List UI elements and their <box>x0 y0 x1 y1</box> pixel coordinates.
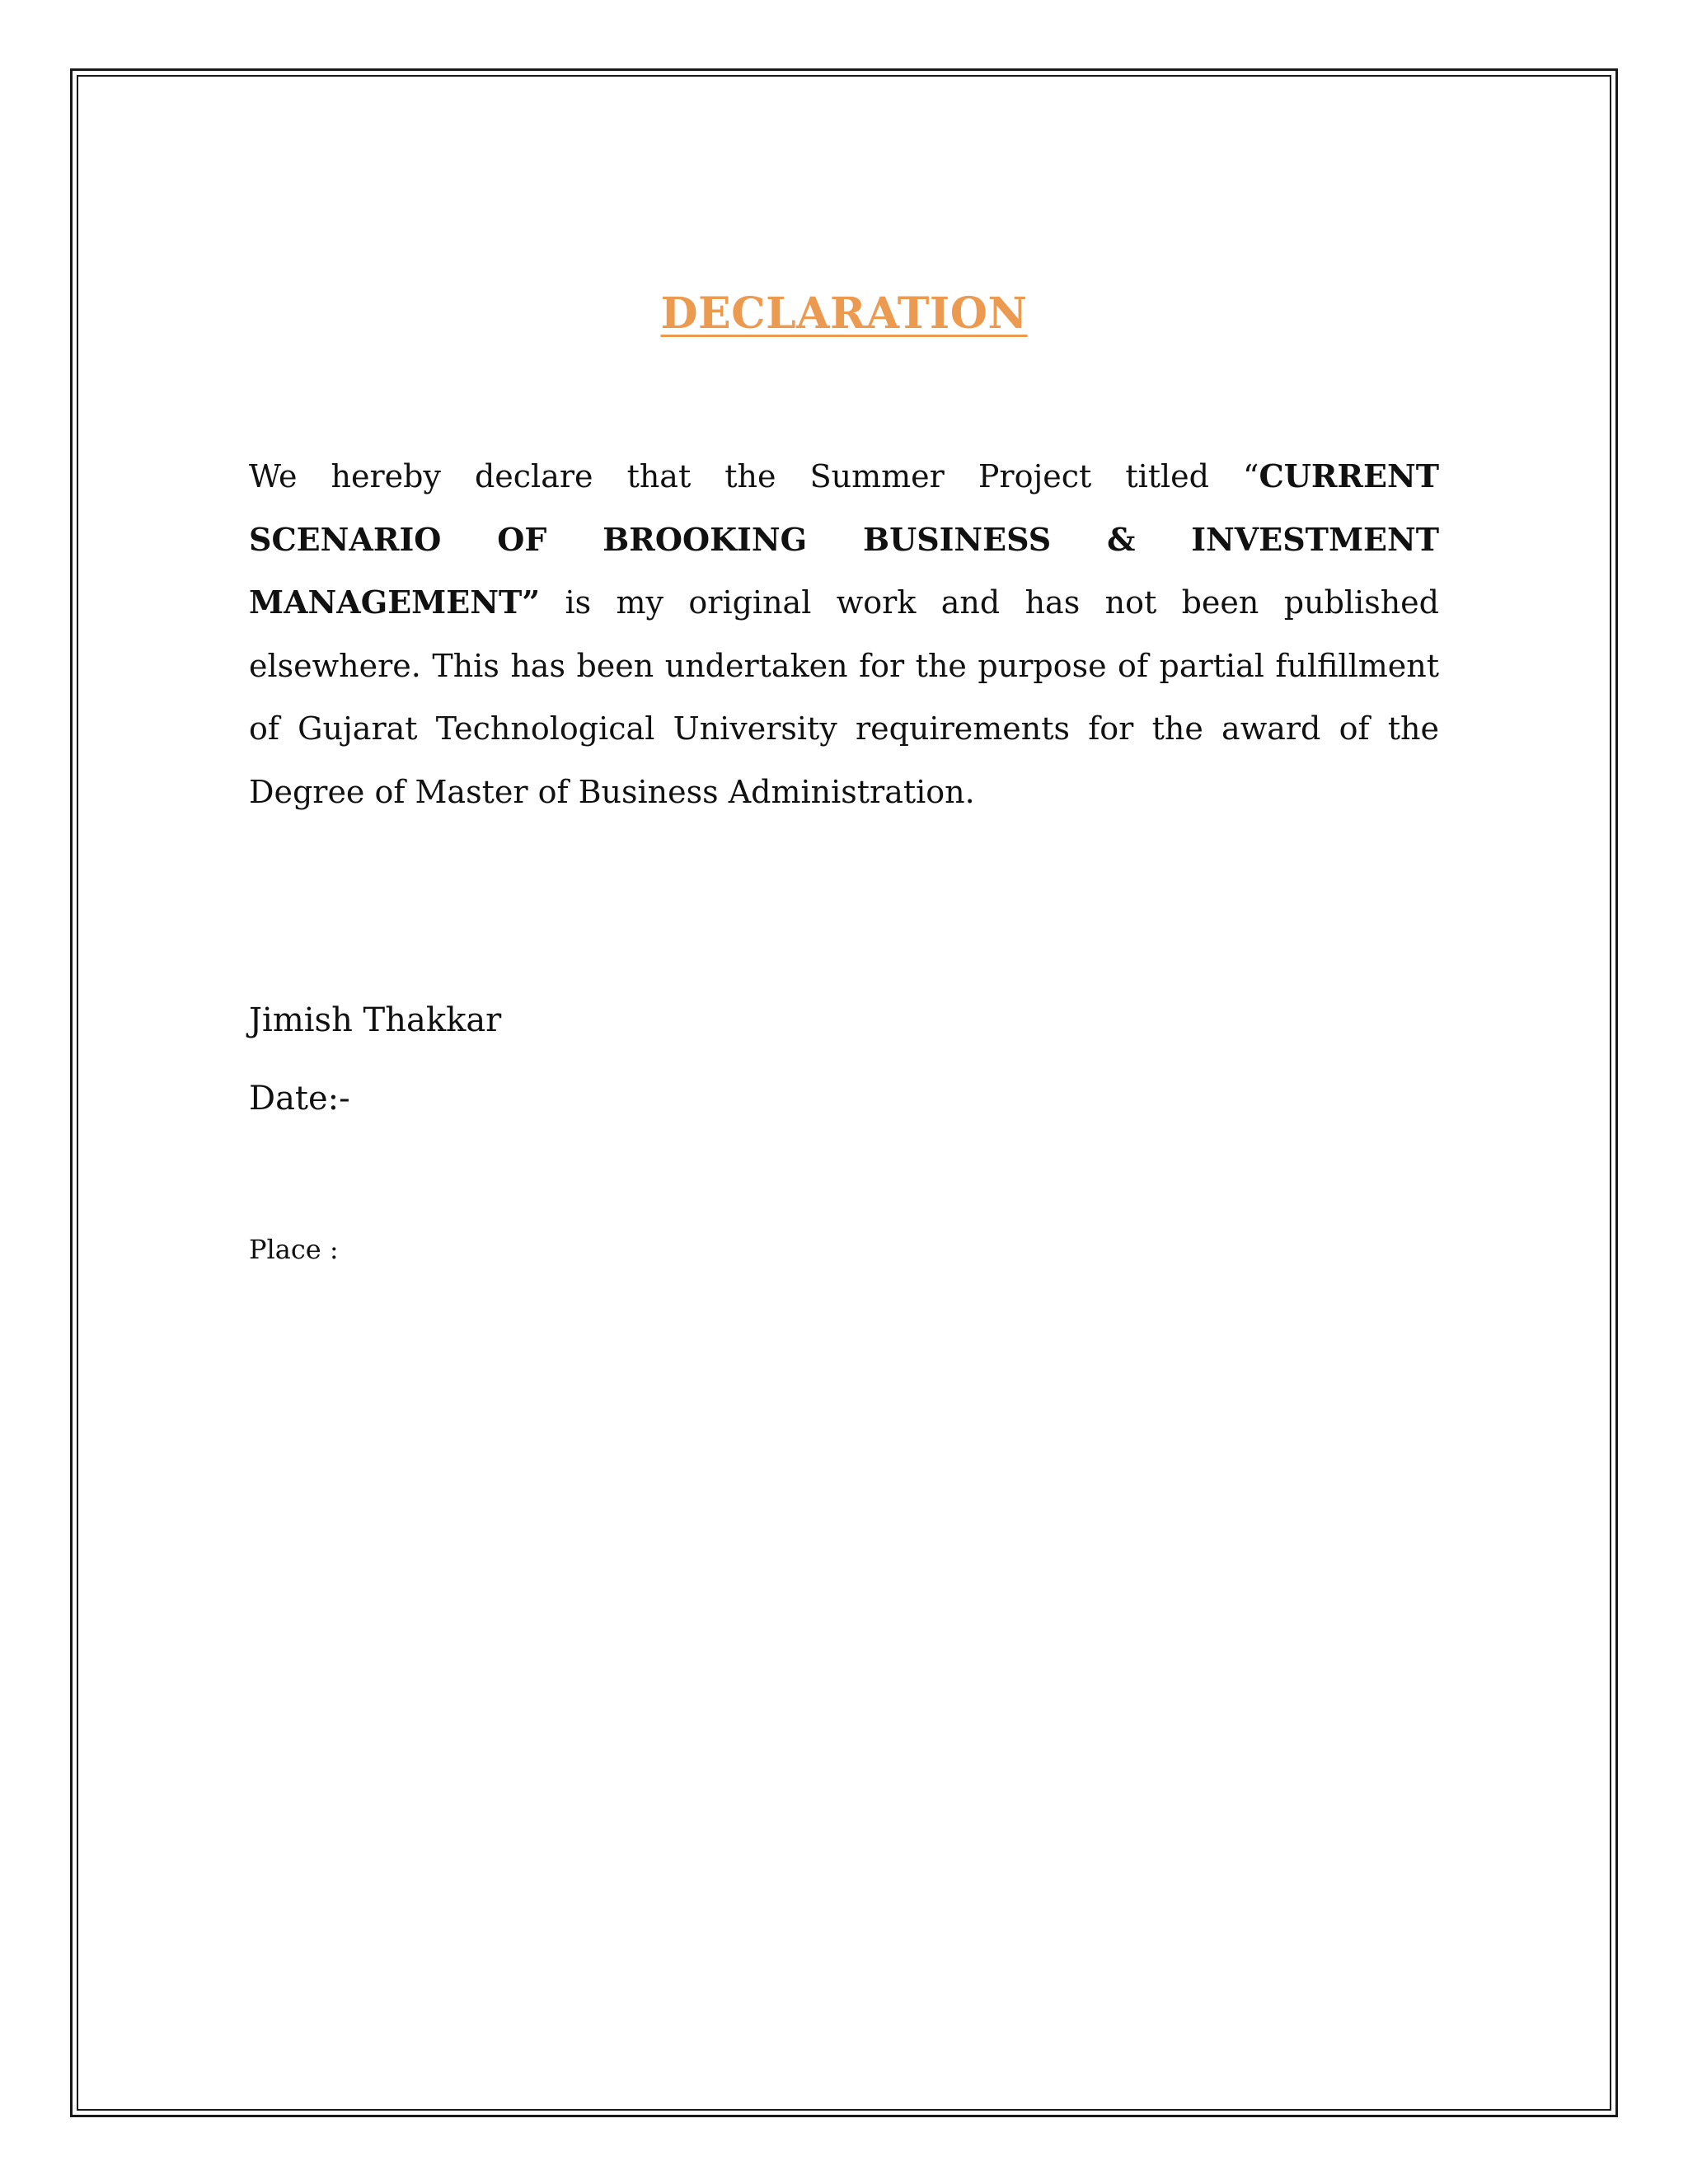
date-label: Date:- <box>249 1080 350 1118</box>
declaration-body: is my original work and has not been published elsewhere. This has been undertaken for the purpose of partial fulfillment of Gujarat Technological University requirements for the award of the Degree of Master of Business Administration. <box>249 584 1439 810</box>
declaration-paragraph <box>249 445 1439 823</box>
project-title: CURRENT SCENARIO OF BROOKING BUSINESS & INVESTMENT MANAGEMENT” <box>249 457 1439 621</box>
page-title: DECLARATION <box>660 288 1028 339</box>
signatory-name: Jimish Thakkar <box>249 1001 502 1039</box>
place-label: Place : <box>249 1234 339 1265</box>
declaration-intro: We hereby declare that the Summer Project titled “ <box>249 458 1259 494</box>
